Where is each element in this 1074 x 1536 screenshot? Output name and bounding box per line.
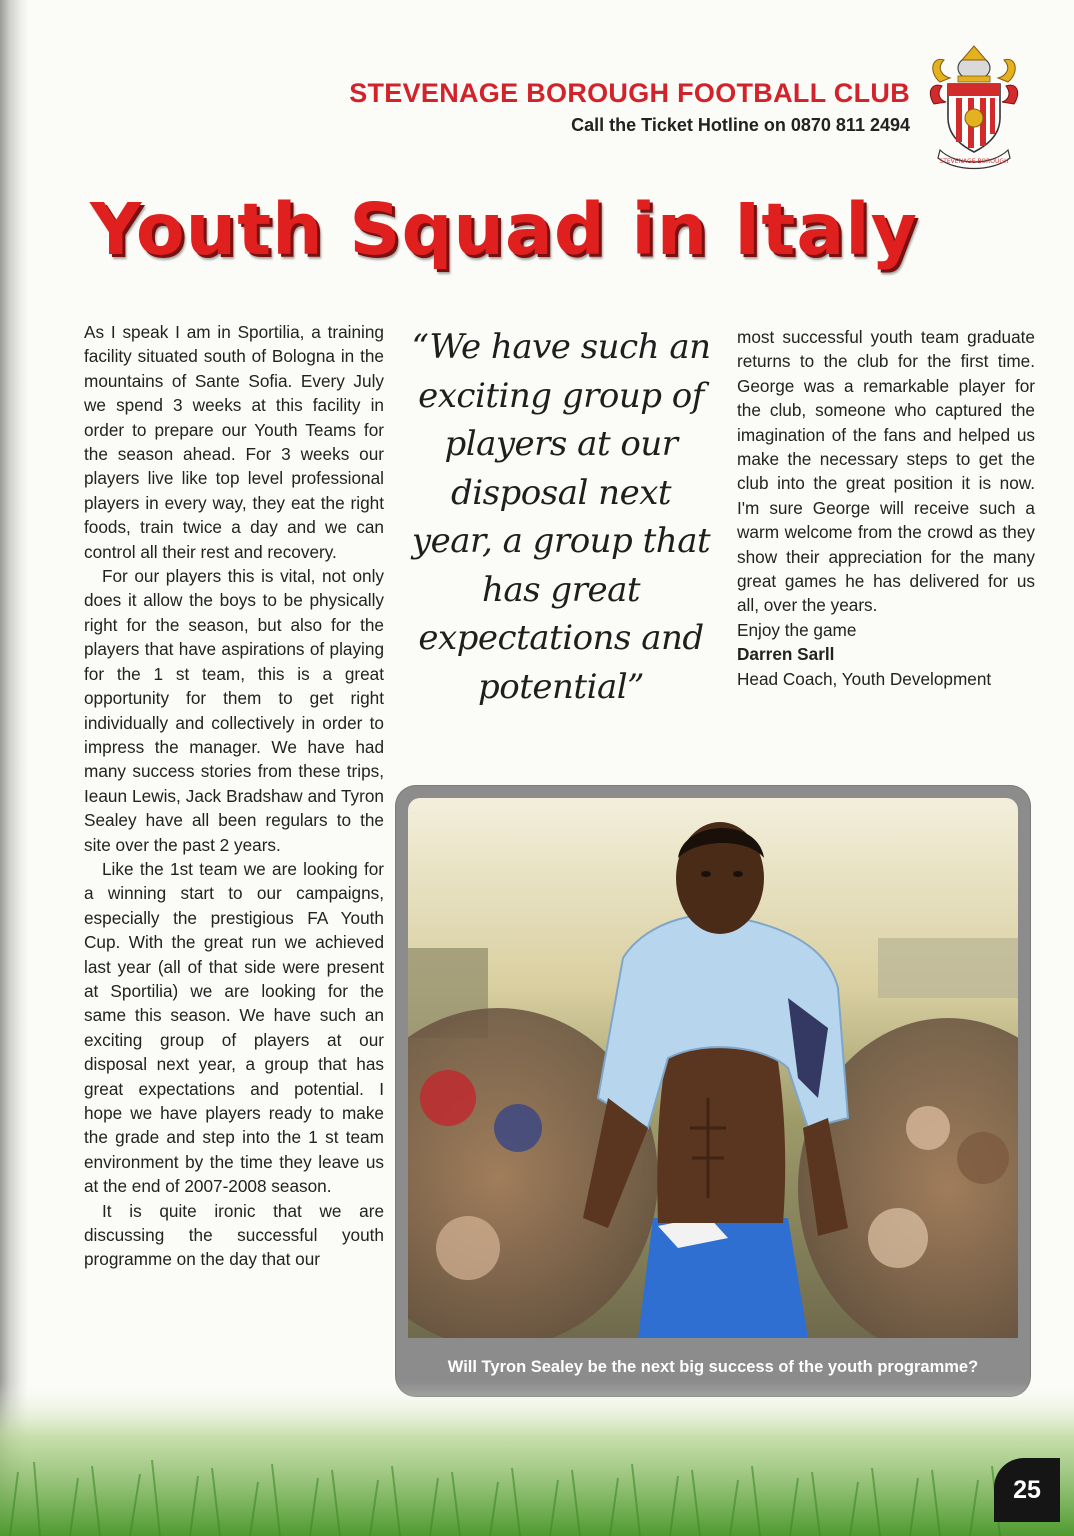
photo-frame xyxy=(396,786,1030,1396)
paragraph: Like the 1st team we are looking for a winning start to our campaigns, especially the prestigious FA Youth Cup. With the great run we achieved last year (all of that side were present at Sportilia) we are looking for the same this season. We have such an exciting group of players at our disposal next year, a group that has great expectations and potential. I hope we have players ready to make the grade and step into the 1 st team environment by the time they leave us at the end of 2007-2008 season. xyxy=(84,858,384,1197)
author-name: Darren Sarll xyxy=(737,644,835,665)
paragraph: As I speak I am in Sportilia, a training facility situated south of Bologna in the mountains of Sante Sofia. Every July we spend 3 weeks at this facility in order to prepare our Youth Teams for the season ahead. For 3 weeks our players live like top level professional players in every way, they eat the right foods, train twice a day and we can control all their rest and recovery. xyxy=(84,322,384,562)
sign-off: Enjoy the game xyxy=(737,619,857,640)
club-name: STEVENAGE BOROUGH FOOTBALL CLUB xyxy=(349,78,910,108)
article-column-3 xyxy=(737,325,1035,691)
ticket-hotline: Call the Ticket Hotline on 0870 811 2494 xyxy=(571,115,910,135)
pull-quote: “We have such an exciting group of players at our disposal next year, a group that has great expectations and potential” xyxy=(411,327,711,707)
paragraph: For our players this is vital, not only does it allow the boys to be physically right for the season, but also for the players that have aspirations of playing for the 1 st team, this is a great opportunity for them to get right individually and collectively in order to impress the manager. We have had many success stories from these trips, Ieaun Lewis, Jack Bradshaw and Tyron Sealey have all been regulars to the site over the past 2 years. xyxy=(84,566,384,855)
club-crest-logo xyxy=(926,42,1022,172)
author-role: Head Coach, Youth Development xyxy=(737,668,992,689)
player-photo xyxy=(408,798,1018,1338)
grass-footer-decoration xyxy=(0,1382,1074,1536)
paragraph: most successful youth team graduate returns to the club for the first time. George was a remarkable player for the club, someone who captured the imagination of the fans and helped us make the necessary steps to get the club into the great position it is now. I'm sure George will receive such a warm welcome from the crowd as they show their appreciation for the many great games he has delivered for us all, over the years. xyxy=(737,327,1035,616)
article-headline: Youth Squad in Italy xyxy=(90,188,918,271)
page-spine-shadow xyxy=(0,0,28,1536)
svg-text:STEVENAGE BOROUGH: STEVENAGE BOROUGH xyxy=(939,158,1009,165)
photo-caption: Will Tyron Sealey be the next big success of the youth programme? xyxy=(447,1357,979,1376)
paragraph: It is quite ironic that we are discussing the successful youth programme on the day that our xyxy=(84,1200,384,1270)
page-number: 25 xyxy=(994,1458,1060,1522)
article-column-1 xyxy=(84,320,384,1272)
